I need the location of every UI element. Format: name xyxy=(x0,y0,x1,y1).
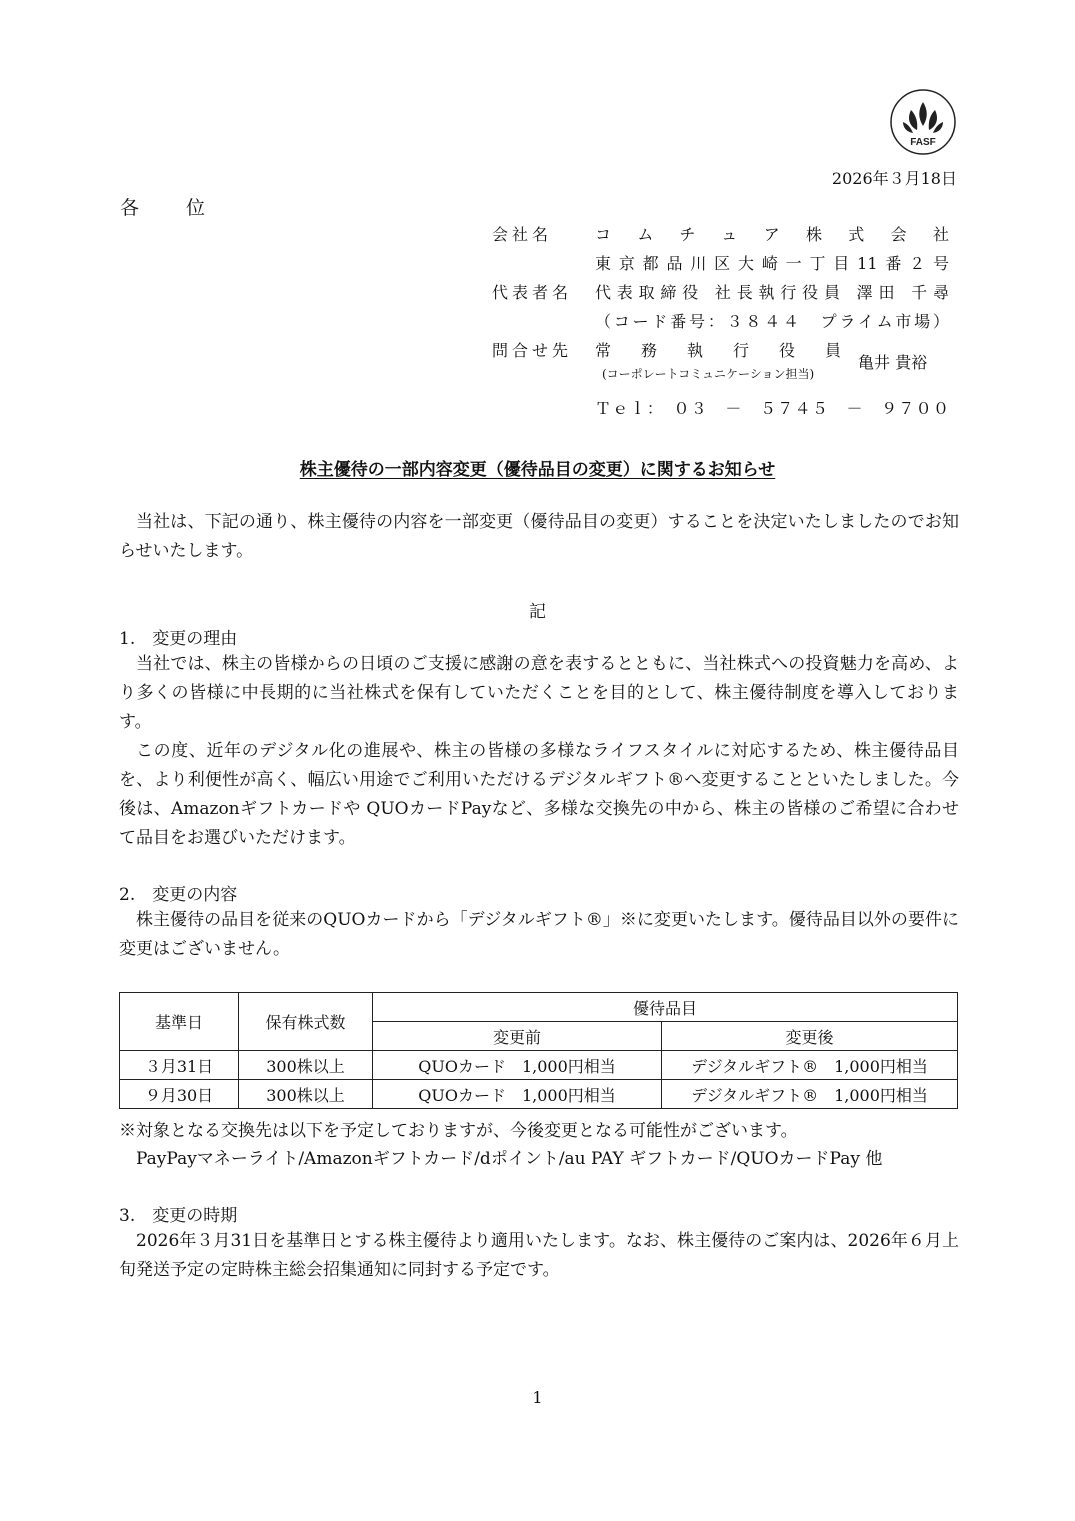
section1-paragraph-1: 当社では、株主の皆様からの日頃のご支援に感謝の意を表するとともに、当社株式への投資魅力を高め、より多くの皆様に中長期的に当社株式を保有していただくことを目的として、株主優待制度を導入しております。 xyxy=(119,654,959,732)
table-header-row xyxy=(120,993,958,1022)
row-after: デジタルギフト® 1,000円相当 xyxy=(662,1080,958,1109)
header-after: 変更後 xyxy=(662,1022,958,1051)
section1-heading: 1. 変更の理由 xyxy=(119,629,238,649)
section1-body xyxy=(119,650,959,853)
representative-name: 代表取締役 社長執行役員 澤田 千尋 xyxy=(595,283,949,302)
row-before: QUOカード 1,000円相当 xyxy=(373,1051,662,1080)
table-note: ※対象となる交換先は以下を予定しておりますが、今後変更となる可能性がございます。 xyxy=(119,1121,798,1141)
ki-marker: 記 xyxy=(529,602,546,622)
header-shares: 保有株式数 xyxy=(239,993,373,1051)
section2-body xyxy=(119,906,959,964)
table-row xyxy=(120,1051,958,1080)
header-record-date: 基準日 xyxy=(120,993,239,1051)
addressee: 各 位 xyxy=(120,197,220,219)
row-before: QUOカード 1,000円相当 xyxy=(373,1080,662,1109)
company-address: 東京都品川区大崎一丁目11番２号 xyxy=(595,254,949,273)
exchange-options: PayPayマネーライト/Amazonギフトカード/dポイント/au PAY ギフトカード/QUOカードPay 他 xyxy=(136,1149,883,1169)
fasf-logo xyxy=(889,88,957,156)
section1-paragraph-2: この度、近年のデジタル化の進展や、株主の皆様の多様なライフスタイルに対応するため、株主優待品目を、より利便性が高く、幅広い用途でご利用いただけるデジタルギフト®へ変更することといたしました。今後は、Amazonギフトカードや QUOカードPayなど、多様な交換先の中から、株主の皆様のご希望に合わせて品目をお選びいただけます。 xyxy=(119,741,959,848)
table-row xyxy=(120,1080,958,1109)
row-after: デジタルギフト® 1,000円相当 xyxy=(662,1051,958,1080)
section3-paragraph-1: 2026年３月31日を基準日とする株主優待より適用いたします。なお、株主優待のご案内は、2026年６月上旬発送予定の定時株主総会招集通知に同封する予定です。 xyxy=(119,1231,959,1280)
contact-label: 問合せ先 xyxy=(492,341,573,360)
section3-heading: 3. 変更の時期 xyxy=(119,1206,238,1226)
logo-text: FASF xyxy=(910,137,936,148)
company-name: コムチュア株式会社 xyxy=(595,225,949,244)
stock-code: （コード番号：３８４４ プライム市場） xyxy=(595,312,949,331)
contact-name: 亀井 貴裕 xyxy=(858,353,928,372)
row-date: ９月30日 xyxy=(120,1080,239,1109)
benefit-table xyxy=(119,992,958,1109)
section3-body xyxy=(119,1227,959,1285)
contact-tel: Ｔｅｌ： ０３ － ５７４５ － ９７００ xyxy=(595,399,949,418)
document-date: 2026年３月18日 xyxy=(831,169,957,188)
intro-text: 当社は、下記の通り、株主優待の内容を一部変更（優待品目の変更）することを決定いたしましたのでお知らせいたします。 xyxy=(119,512,959,561)
header-before: 変更前 xyxy=(373,1022,662,1051)
row-shares: 300株以上 xyxy=(239,1080,373,1109)
row-date: ３月31日 xyxy=(120,1051,239,1080)
contact-title: 常務執行役員 xyxy=(595,341,841,360)
representative-label: 代表者名 xyxy=(492,283,573,302)
section2-paragraph-1: 株主優待の品目を従来のQUOカードから「デジタルギフト®」※に変更いたします。優待品目以外の要件に変更はございません。 xyxy=(119,910,959,959)
section2-heading: 2. 変更の内容 xyxy=(119,885,238,905)
header-benefit-item: 優待品目 xyxy=(373,993,958,1022)
row-shares: 300株以上 xyxy=(239,1051,373,1080)
intro-paragraph xyxy=(119,508,959,566)
page-number: 1 xyxy=(532,1388,543,1407)
page-title: 株主優待の一部内容変更（優待品目の変更）に関するお知らせ xyxy=(299,460,776,480)
company-label: 会社名 xyxy=(492,225,553,244)
contact-department: (コーポレートコミュニケーション担当) xyxy=(602,367,815,381)
